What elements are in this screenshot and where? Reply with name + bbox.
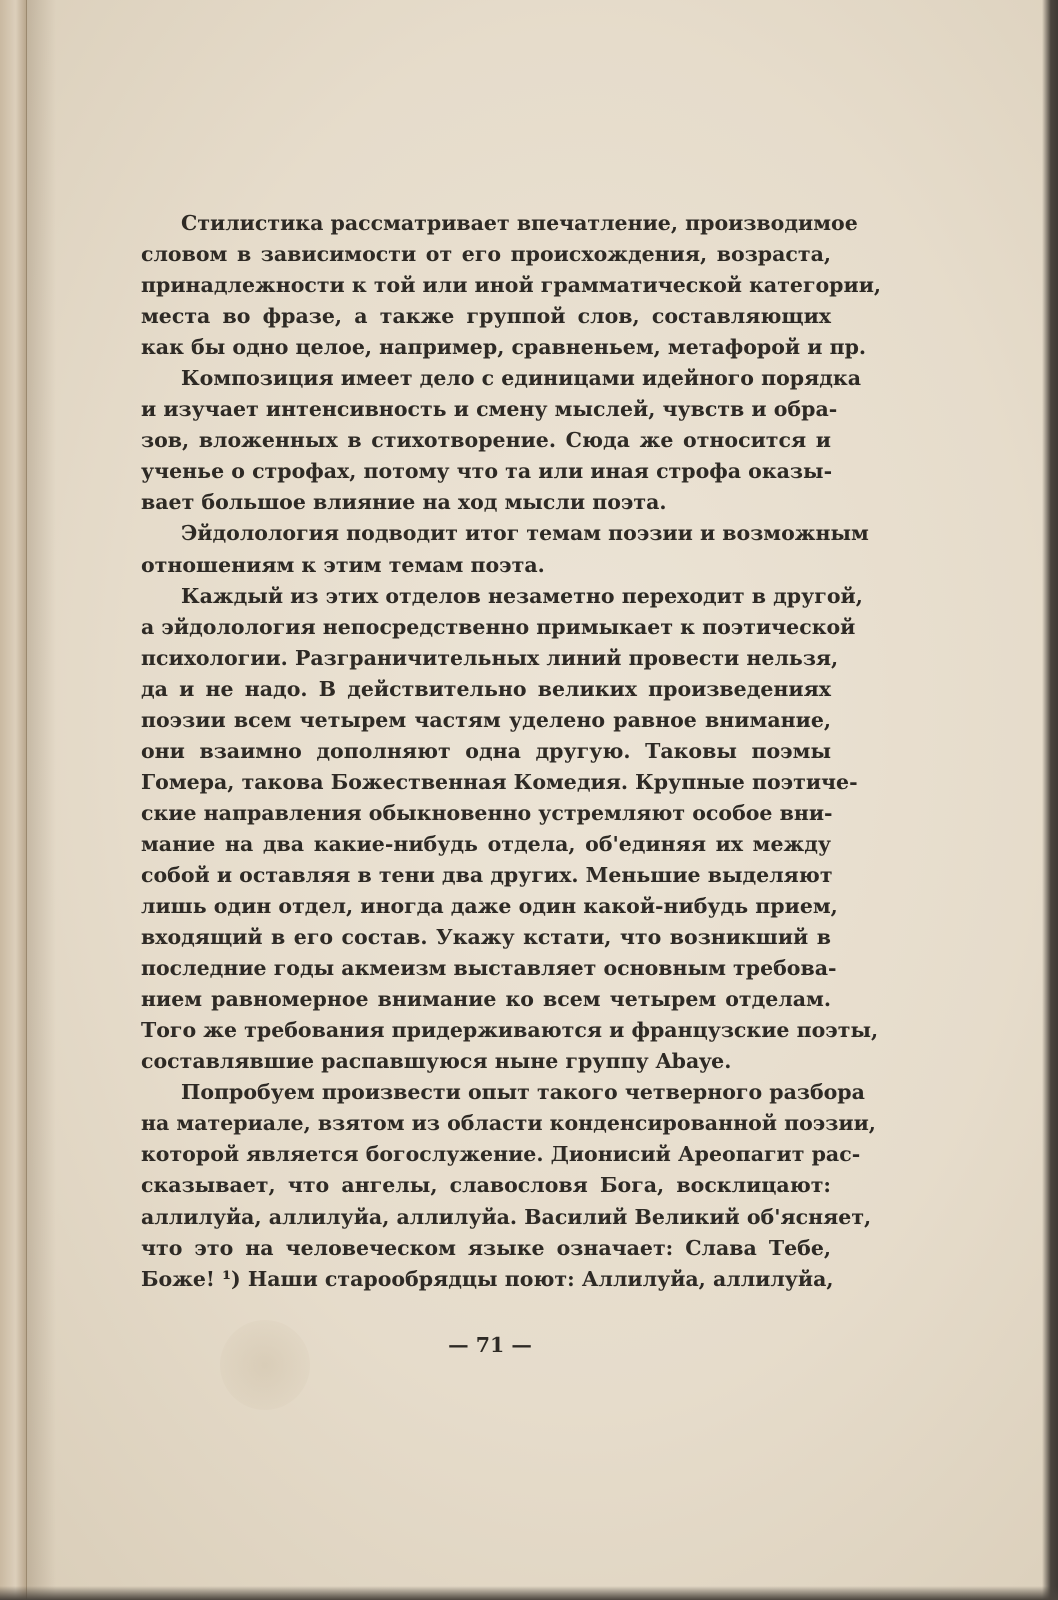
text-line: на материале, взятом из области конденсированной поэзии, <box>141 1111 876 1136</box>
adjacent-page-edge <box>0 0 27 1600</box>
text-line: и изучает интенсивность и смену мыслей, чувств и обра- <box>141 397 838 422</box>
text-line: да и не надо. В действительно великих произведениях <box>141 676 831 701</box>
text-line: сказывает, что ангелы, славословя Бога, восклицают: <box>141 1173 831 1198</box>
text-line: Боже! ¹) Наши старообрядцы поют: Аллилуйа, аллилуйа, <box>141 1266 834 1291</box>
text-line: нием равномерное внимание ко всем четырем отделам. <box>141 987 831 1012</box>
text-line: Гомера, такова Божественная Комедия. Крупные поэтиче- <box>141 769 858 794</box>
text-line: психологии. Разграничительных линий провести нельзя, <box>141 645 839 670</box>
text-line: Каждый из этих отделов незаметно переходит в другой, <box>181 583 863 608</box>
scan-background-edge <box>1042 0 1058 1600</box>
text-line: вает большое влияние на ход мысли поэта. <box>141 490 667 515</box>
text-line: составлявшие распавшуюся ныне группу Abaye. <box>141 1049 732 1074</box>
text-line: зов, вложенных в стихотворение. Сюда же относится и <box>141 428 831 453</box>
text-line: отношениям к этим темам поэта. <box>141 552 545 577</box>
text-line: принадлежности к той или иной грамматической категории, <box>141 273 882 298</box>
text-line: которой является богослужение. Дионисий Ареопагит рас- <box>141 1142 861 1167</box>
text-line: а эйдолология непосредственно примыкает к поэтической <box>141 614 856 639</box>
scan-background-edge <box>0 1586 1058 1600</box>
text-line: что это на человеческом языке означает: Слава Тебе, <box>141 1235 831 1260</box>
binding-shadow <box>26 0 56 1600</box>
text-line: как бы одно целое, например, сравненьем, метафорой и пр. <box>141 335 867 360</box>
text-line: словом в зависимости от его происхождения, возраста, <box>141 242 831 267</box>
text-line: ученье о строфах, потому что та или иная строфа оказы- <box>141 459 833 484</box>
text-line: последние годы акмеизм выставляет основным требова- <box>141 956 837 981</box>
body-text <box>141 208 882 1295</box>
page-number: — 71 — <box>448 1333 532 1357</box>
text-line: Того же требования придерживаются и французские поэты, <box>141 1018 879 1043</box>
text-line: лишь один отдел, иногда даже один какой-нибудь прием, <box>141 894 838 919</box>
paragraph <box>141 581 879 1078</box>
text-line: мание на два какие-нибудь отдела, об'единяя их между <box>141 831 831 856</box>
text-line: они взаимно дополняют одна другую. Таковы поэмы <box>141 738 831 763</box>
text-line: входящий в его состав. Укажу кстати, что возникший в <box>141 925 831 950</box>
text-line: ские направления обыкновенно устремляют особое вни- <box>141 800 833 825</box>
paragraph <box>141 518 869 580</box>
paragraph <box>141 363 862 518</box>
paragraph <box>141 1077 876 1294</box>
text-line: Композиция имеет дело с единицами идейного порядка <box>181 366 862 391</box>
text-line: аллилуйа, аллилуйа, аллилуйа. Василий Великий об'ясняет, <box>141 1204 872 1229</box>
text-line: поэзии всем четырем частям уделено равное внимание, <box>141 707 831 732</box>
text-line: Эйдолология подводит итог темам поэзии и возможным <box>181 521 869 546</box>
text-line: места во фразе, а также группой слов, составляющих <box>141 304 831 329</box>
paragraph <box>141 208 882 363</box>
text-line: собой и оставляя в тени два других. Меньшие выделяют <box>141 862 833 887</box>
text-line: Стилистика рассматривает впечатление, производимое <box>181 211 858 235</box>
text-line: Попробуем произвести опыт такого четверного разбора <box>181 1080 865 1105</box>
